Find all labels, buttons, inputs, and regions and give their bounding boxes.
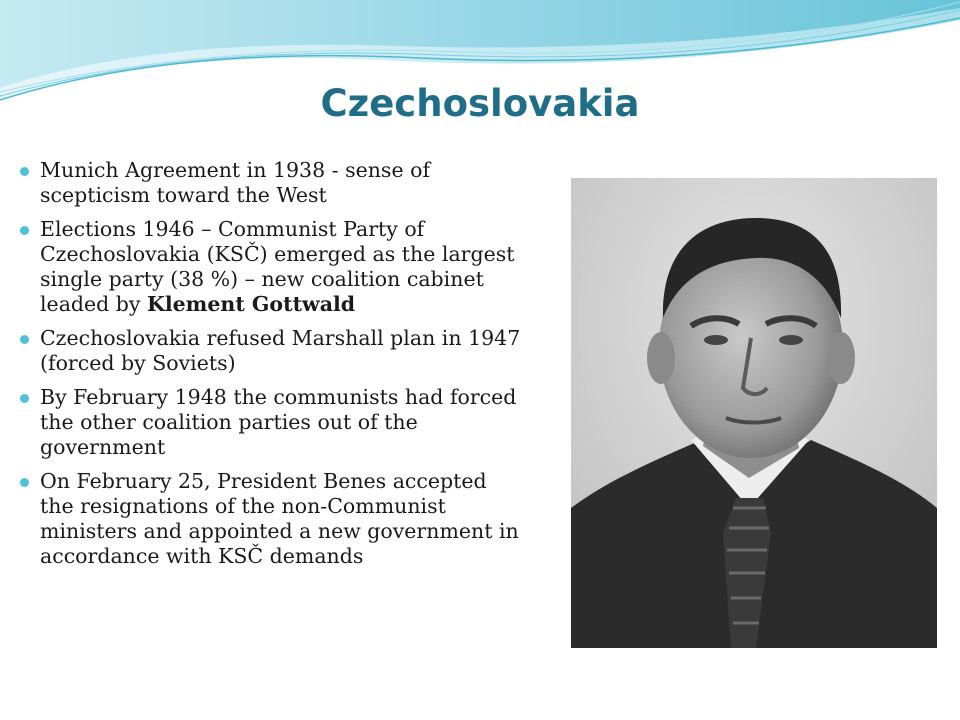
bullet-dot-icon [20, 335, 29, 344]
portrait-photo [571, 178, 937, 648]
bullet-text: On February 25, President Benes accepted the resignations of the non-Communist ministers and appointed a new government in accordance with KSČ demands [40, 469, 519, 568]
bullet-item [20, 469, 525, 569]
bullet-item [20, 385, 525, 460]
bullet-text: Munich Agreement in 1938 - sense of scepticism toward the West [40, 158, 431, 207]
bullet-bold-name: Klement Gottwald [147, 292, 356, 316]
bullet-dot-icon [20, 167, 29, 176]
bullet-item [20, 326, 525, 376]
bullet-dot-icon [20, 478, 29, 487]
bullet-item [20, 217, 525, 317]
bullet-dot-icon [20, 394, 29, 403]
portrait-illustration [571, 178, 937, 648]
bullet-item [20, 158, 525, 208]
bullet-dot-icon [20, 226, 29, 235]
bullet-text: Elections 1946 – Communist Party of Czechoslovakia (KSČ) emerged as the largest single party (38 %) – new coalition cabinet leaded by [40, 217, 515, 316]
bullet-list [20, 158, 525, 578]
bullet-text: Czechoslovakia refused Marshall plan in 1947 (forced by Soviets) [40, 326, 521, 375]
slide-title: Czechoslovakia [320, 82, 640, 125]
bullet-text: By February 1948 the communists had forced the other coalition parties out of the government [40, 385, 517, 459]
